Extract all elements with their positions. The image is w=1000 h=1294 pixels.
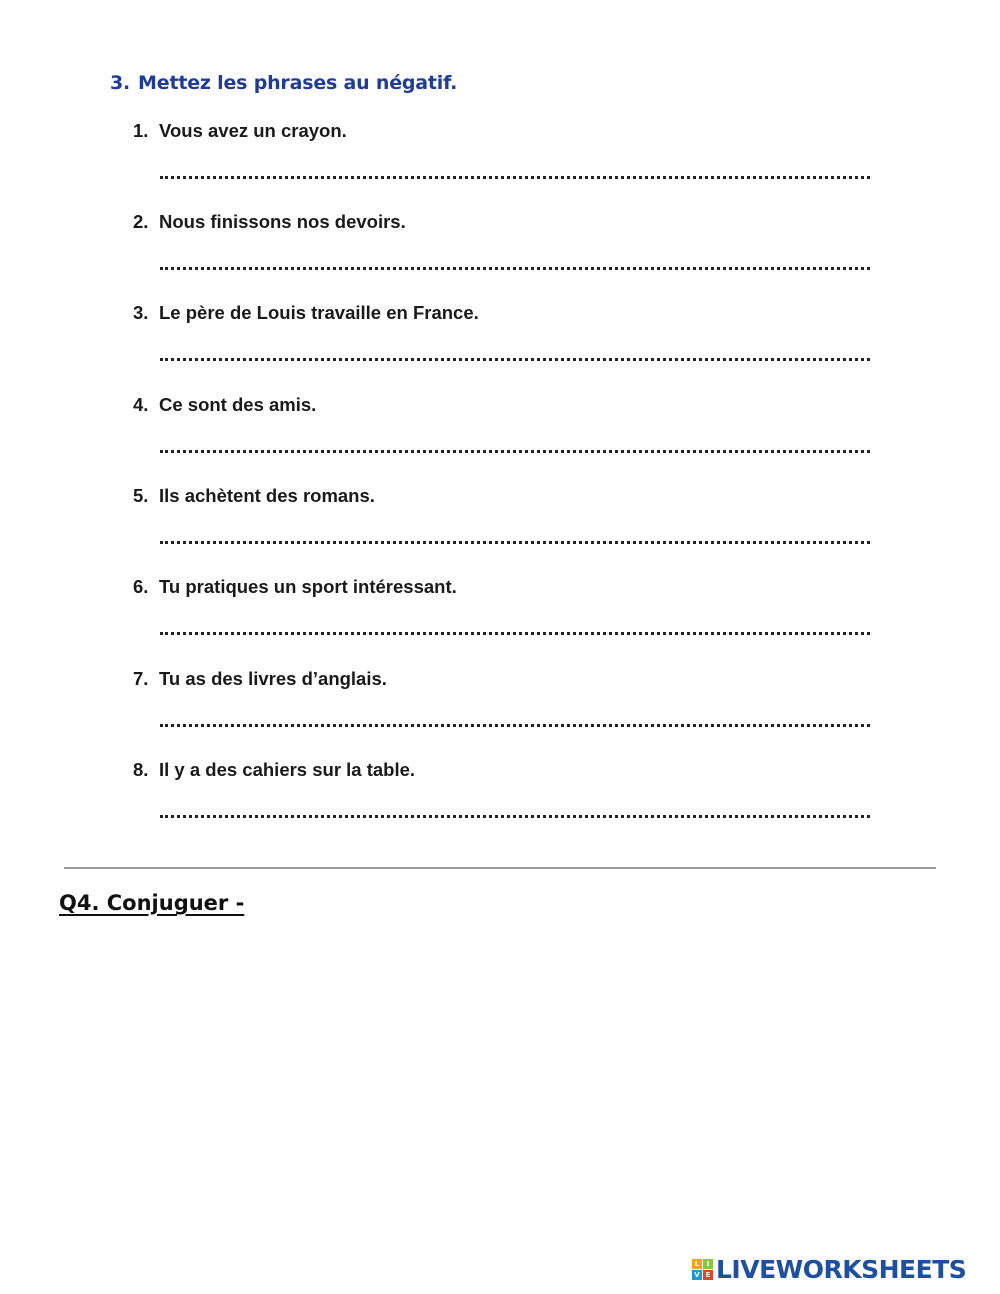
logo-tile: V bbox=[692, 1270, 702, 1280]
exercise-title bbox=[110, 72, 457, 94]
question-sentence bbox=[133, 302, 479, 324]
question-item-3 bbox=[133, 302, 873, 394]
question-item-2 bbox=[133, 211, 873, 303]
section-divider bbox=[64, 867, 936, 869]
question-text: Ils achètent des romans. bbox=[159, 485, 375, 506]
question-sentence bbox=[133, 120, 347, 142]
q4-heading: Q4. Conjuguer - bbox=[59, 891, 245, 915]
question-text: Nous finissons nos devoirs. bbox=[159, 211, 406, 232]
question-number: 3. bbox=[133, 302, 149, 323]
question-text: Le père de Louis travaille en France. bbox=[159, 302, 479, 323]
question-number: 6. bbox=[133, 576, 149, 597]
logo-tile: E bbox=[703, 1270, 713, 1280]
liveworksheets-logo-icon bbox=[692, 1259, 713, 1280]
question-number: 2. bbox=[133, 211, 149, 232]
logo-tile: L bbox=[692, 1259, 702, 1269]
question-sentence bbox=[133, 211, 406, 233]
question-text: Tu pratiques un sport intéressant. bbox=[159, 576, 457, 597]
question-item-6 bbox=[133, 576, 873, 668]
exercise-instruction: Mettez les phrases au négatif. bbox=[138, 72, 458, 94]
question-number: 8. bbox=[133, 759, 149, 780]
liveworksheets-wordmark: LIVEWORKSHEETS bbox=[716, 1254, 967, 1284]
question-item-5 bbox=[133, 485, 873, 577]
answer-input-2[interactable] bbox=[160, 253, 870, 270]
question-item-1 bbox=[133, 120, 873, 212]
answer-input-8[interactable] bbox=[160, 801, 870, 818]
question-text: Il y a des cahiers sur la table. bbox=[159, 759, 416, 780]
question-sentence bbox=[133, 394, 316, 416]
question-item-4 bbox=[133, 394, 873, 486]
answer-input-1[interactable] bbox=[160, 162, 870, 179]
answer-input-7[interactable] bbox=[160, 710, 870, 727]
liveworksheets-logo bbox=[692, 1254, 966, 1284]
answer-input-4[interactable] bbox=[160, 436, 870, 453]
question-sentence bbox=[133, 668, 387, 690]
question-sentence bbox=[133, 485, 375, 507]
question-text: Ce sont des amis. bbox=[159, 394, 317, 415]
question-text: Vous avez un crayon. bbox=[159, 120, 347, 141]
question-item-8 bbox=[133, 759, 873, 851]
answer-input-6[interactable] bbox=[160, 618, 870, 635]
question-number: 5. bbox=[133, 485, 149, 506]
question-sentence bbox=[133, 576, 457, 598]
question-item-7 bbox=[133, 668, 873, 760]
answer-input-5[interactable] bbox=[160, 527, 870, 544]
logo-tile: I bbox=[703, 1259, 713, 1269]
question-number: 7. bbox=[133, 668, 149, 689]
exercise-number: 3. bbox=[110, 72, 131, 94]
question-number: 1. bbox=[133, 120, 149, 141]
question-number: 4. bbox=[133, 394, 149, 415]
question-sentence bbox=[133, 759, 415, 781]
answer-input-3[interactable] bbox=[160, 344, 870, 361]
question-text: Tu as des livres d’anglais. bbox=[159, 668, 387, 689]
